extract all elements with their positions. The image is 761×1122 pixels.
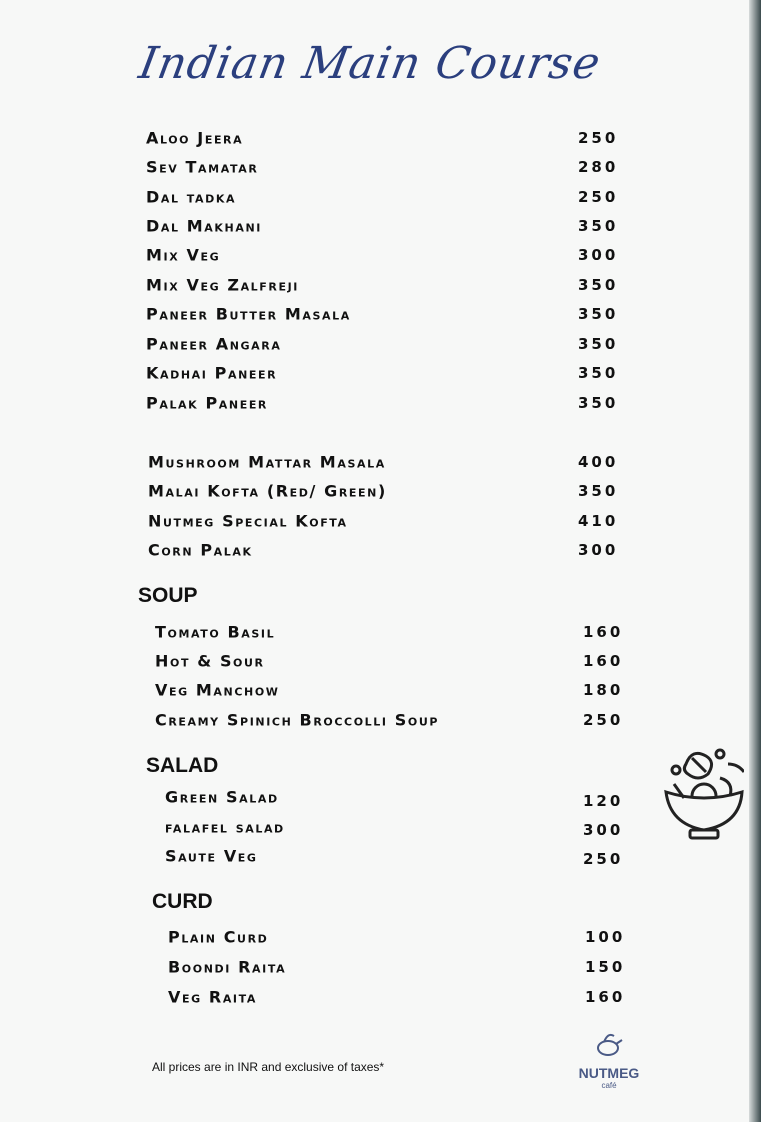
nutmeg-cafe-logo <box>574 1030 644 1090</box>
main-course-item-price: 300 <box>578 541 619 559</box>
main-course-item-name: Palak Paneer <box>146 393 269 413</box>
curd-heading: CURD <box>152 890 213 913</box>
salad-item-price: 120 <box>583 792 624 810</box>
salad-item-name: Green Salad <box>165 787 279 807</box>
main-course-item-name: Corn Palak <box>148 540 253 560</box>
salad-heading: SALAD <box>146 754 219 777</box>
main-course-item-price: 350 <box>578 305 619 323</box>
soup-item-price: 160 <box>583 652 624 670</box>
main-course-item-name: Paneer Butter Masala <box>146 304 351 324</box>
soup-item-name: Tomato Basil <box>155 622 276 642</box>
logo-name: NUTMEG <box>578 1065 640 1081</box>
logo-sub: café <box>601 1081 617 1090</box>
main-course-item-price: 350 <box>578 276 619 294</box>
salad-item-price: 250 <box>583 850 624 868</box>
salad-item-price: 300 <box>583 821 624 839</box>
curd-item-price: 100 <box>585 928 626 946</box>
main-course-item-price: 350 <box>578 364 619 382</box>
salad-item-name: falafel salad <box>165 817 285 837</box>
main-course-item-price: 400 <box>578 453 619 471</box>
curd-item-name: Plain Curd <box>168 927 269 947</box>
main-course-item-price: 250 <box>578 188 619 206</box>
main-course-item-name: Sev Tamatar <box>146 157 259 177</box>
soup-item-name: Veg Manchow <box>155 680 280 700</box>
soup-item-name: Hot & Sour <box>155 651 265 671</box>
main-course-item-name: Nutmeg Special Kofta <box>148 511 348 531</box>
main-course-item-name: Dal tadka <box>146 187 237 207</box>
soup-item-name: Creamy Spinich Broccolli Soup <box>155 710 440 730</box>
curd-item-name: Veg Raita <box>168 987 257 1007</box>
soup-item-price: 180 <box>583 681 624 699</box>
main-course-item-price: 350 <box>578 482 619 500</box>
main-course-item-name: Kadhai Paneer <box>146 363 278 383</box>
soup-item-price: 160 <box>583 623 624 641</box>
curd-item-price: 150 <box>585 958 626 976</box>
main-course-item-price: 410 <box>578 512 619 530</box>
price-note: All prices are in INR and exclusive of taxes* <box>152 1060 385 1074</box>
main-course-item-name: Dal Makhani <box>146 216 262 236</box>
main-course-item-price: 300 <box>578 246 619 264</box>
soup-item-price: 250 <box>583 711 624 729</box>
main-course-item-name: Mix Veg <box>146 245 221 265</box>
curd-item-price: 160 <box>585 988 626 1006</box>
page-title: Indian Main Course <box>135 38 605 89</box>
main-course-item-price: 350 <box>578 335 619 353</box>
page-edge <box>749 0 761 1122</box>
main-course-item-name: Paneer Angara <box>146 334 282 354</box>
main-course-item-name: Malai Kofta (Red/ Green) <box>148 481 387 501</box>
nutmeg-logo-icon <box>594 1030 624 1058</box>
main-course-item-price: 280 <box>578 158 619 176</box>
main-course-item-price: 350 <box>578 394 619 412</box>
main-course-item-name: Aloo Jeera <box>146 128 244 148</box>
soup-heading: SOUP <box>138 584 198 607</box>
main-course-item-name: Mix Veg Zalfreji <box>146 275 299 295</box>
salad-bowl-icon <box>664 744 744 844</box>
salad-item-name: Saute Veg <box>165 846 258 866</box>
main-course-item-name: Mushroom Mattar Masala <box>148 452 386 472</box>
curd-item-name: Boondi Raita <box>168 957 287 977</box>
main-course-item-price: 250 <box>578 129 619 147</box>
main-course-item-price: 350 <box>578 217 619 235</box>
